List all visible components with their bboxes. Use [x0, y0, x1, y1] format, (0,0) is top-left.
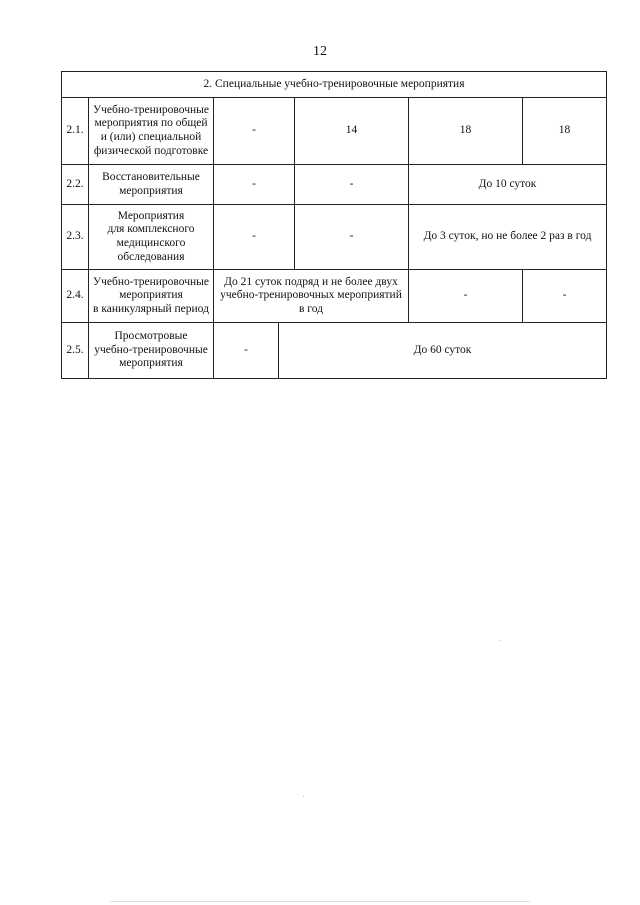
row-number: 2.3. — [62, 205, 89, 270]
page-number: 12 — [313, 44, 327, 59]
value-line: До 21 суток подряд и не более двух — [224, 275, 398, 288]
table-row — [62, 270, 607, 323]
event-name-cell — [89, 270, 214, 323]
value-cell-merged: До 3 суток, но не более 2 раз в год — [409, 205, 607, 270]
event-name-cell — [89, 323, 214, 379]
value-cell: 14 — [295, 98, 409, 165]
value-cell: 18 — [409, 98, 523, 165]
event-name-line: мероприятия — [119, 357, 183, 370]
value-cell: - — [295, 165, 409, 205]
value-cell: - — [214, 165, 295, 205]
training-events-table — [61, 71, 607, 379]
event-name-line: Просмотровые — [114, 330, 188, 343]
value-cell: 18 — [523, 98, 607, 165]
event-name-line: мероприятия — [119, 184, 183, 197]
row-number: 2.2. — [62, 165, 89, 205]
section-header-row — [62, 72, 607, 98]
event-name-line: для комплексного — [107, 223, 195, 236]
row-number: 2.5. — [62, 323, 89, 379]
value-cell: - — [214, 98, 295, 165]
event-name-line: в каникулярный период — [93, 302, 209, 315]
value-cell: - — [295, 205, 409, 270]
value-cell: До 60 суток — [413, 343, 472, 356]
value-cell: - — [409, 270, 523, 323]
value-cell: - — [214, 323, 279, 378]
table-row — [62, 165, 607, 205]
value-cell: - — [214, 205, 295, 270]
event-name-line: обследования — [117, 250, 185, 263]
value-cell-merged — [214, 323, 607, 379]
event-name-line: учебно-тренировочные — [94, 343, 208, 356]
event-name-cell — [89, 98, 214, 165]
event-name-line: Восстановительные — [102, 170, 200, 183]
event-name-line: Учебно-тренировочные — [92, 275, 210, 288]
split-cell — [214, 323, 606, 378]
event-name-cell — [89, 205, 214, 270]
value-line: учебно-тренировочных мероприятий — [220, 289, 402, 302]
scan-speck — [500, 640, 501, 641]
table-row — [62, 98, 607, 165]
row-number: 2.4. — [62, 270, 89, 323]
value-cell-merged — [214, 270, 409, 323]
value-cell-merged: До 10 суток — [409, 165, 607, 205]
value-line: в год — [298, 302, 323, 315]
event-name-line: Учебно-тренировочные — [92, 103, 210, 116]
event-name-line: физической подготовке — [93, 144, 209, 157]
event-name-cell — [89, 165, 214, 205]
event-name-line: медицинского — [116, 237, 186, 249]
table-row — [62, 205, 607, 270]
event-name-line: Мероприятия — [117, 209, 185, 222]
scan-speck — [303, 796, 304, 797]
event-name-line: мероприятия — [119, 289, 183, 302]
event-name-line: мероприятия по общей — [94, 117, 208, 130]
table-row — [62, 323, 607, 379]
value-cell: - — [523, 270, 607, 323]
section-title: 2. Специальные учебно-тренировочные мероприятия — [62, 72, 607, 98]
row-number: 2.1. — [62, 98, 89, 165]
event-name-line: и (или) специальной — [100, 131, 202, 143]
scan-edge-line — [110, 901, 530, 902]
